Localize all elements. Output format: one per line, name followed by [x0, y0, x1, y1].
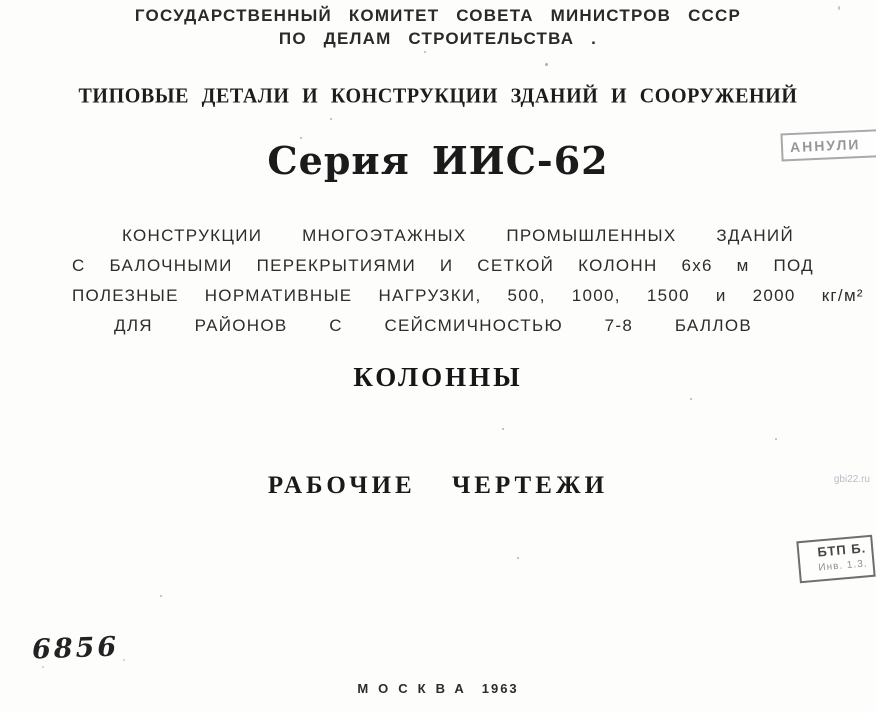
- footer-imprint: [0, 681, 876, 696]
- inventory-stamp-line1: БТП Б.: [816, 540, 867, 560]
- description-word: 500,: [507, 286, 546, 305]
- description-word: и: [715, 286, 727, 305]
- description-word: 7-8: [604, 316, 634, 335]
- description-line-3: [72, 281, 864, 311]
- scan-speck: [300, 137, 302, 139]
- description-word: НАГРУЗКИ,: [378, 286, 482, 305]
- description-word: КОНСТРУКЦИИ: [122, 226, 263, 245]
- description-word: СЕЙСМИЧНОСТЬЮ: [384, 316, 563, 335]
- inventory-stamp-line2: Инв. 1.3.: [817, 558, 869, 574]
- description-word: 2000: [752, 286, 796, 305]
- org-header-line1: ГОСУДАРСТВЕННЫЙ КОМИТЕТ СОВЕТА МИНИСТРОВ СССР: [134, 6, 742, 25]
- scan-speck: [123, 659, 125, 661]
- description-word: И: [439, 256, 454, 275]
- description-line-2: [72, 251, 814, 281]
- description-line-1: [72, 221, 814, 251]
- description-word: РАЙОНОВ: [194, 316, 288, 335]
- scan-speck: [775, 438, 777, 440]
- description-word: БАЛОЧНЫМИ: [109, 256, 233, 275]
- description-word: кг/м²: [821, 286, 864, 305]
- description-word: 6х6: [681, 256, 713, 275]
- scan-speck: [690, 398, 692, 400]
- description-word: ПРОМЫШЛЕННЫХ: [506, 226, 677, 245]
- description-block: [72, 221, 864, 341]
- site-watermark: gbi22.ru: [833, 474, 870, 485]
- scan-speck: [517, 557, 519, 559]
- description-word: 1000,: [571, 286, 621, 305]
- description-word: ДЛЯ: [114, 316, 153, 335]
- scan-speck: [160, 595, 162, 597]
- description-word: КОЛОНН: [578, 256, 658, 275]
- scan-speck: [42, 666, 44, 668]
- description-word: С: [72, 256, 86, 275]
- scan-speck: [424, 51, 426, 53]
- description-word: ПОЛЕЗНЫЕ: [72, 286, 179, 305]
- section-title: КОЛОННЫ: [353, 362, 523, 392]
- description-word: м: [736, 256, 750, 275]
- scan-speck: [330, 118, 332, 120]
- subtitle: РАБОЧИЕ ЧЕРТЕЖИ: [267, 472, 609, 499]
- description-word: СЕТКОЙ: [477, 256, 555, 275]
- description-word: ПЕРЕКРЫТИЯМИ: [256, 256, 416, 275]
- scan-speck: [838, 6, 840, 10]
- description-word: БАЛЛОВ: [674, 316, 752, 335]
- footer-city: МОСКВА: [357, 681, 474, 696]
- description-word: С: [329, 316, 343, 335]
- cancelled-stamp: АННУЛИ: [780, 129, 876, 162]
- scan-speck: [502, 428, 504, 430]
- inventory-stamp: [796, 535, 875, 583]
- series-title: Серия ИИС-62: [267, 138, 609, 183]
- description-word: МНОГОЭТАЖНЫХ: [302, 226, 467, 245]
- description-word: ЗДАНИЙ: [716, 226, 794, 245]
- handwritten-number: 6856: [31, 631, 120, 666]
- description-word: 1500: [646, 286, 690, 305]
- footer-year: 1963: [481, 681, 519, 696]
- description-word: ПОД: [773, 256, 814, 275]
- description-line-4: [72, 311, 814, 341]
- description-word: НОРМАТИВНЫЕ: [204, 286, 353, 305]
- scan-speck: [545, 63, 548, 66]
- org-header-line2: ПО ДЕЛАМ СТРОИТЕЛЬСТВА .: [278, 29, 598, 48]
- series-heading: ТИПОВЫЕ ДЕТАЛИ И КОНСТРУКЦИИ ЗДАНИЙ И СООРУЖЕНИЙ: [78, 84, 798, 108]
